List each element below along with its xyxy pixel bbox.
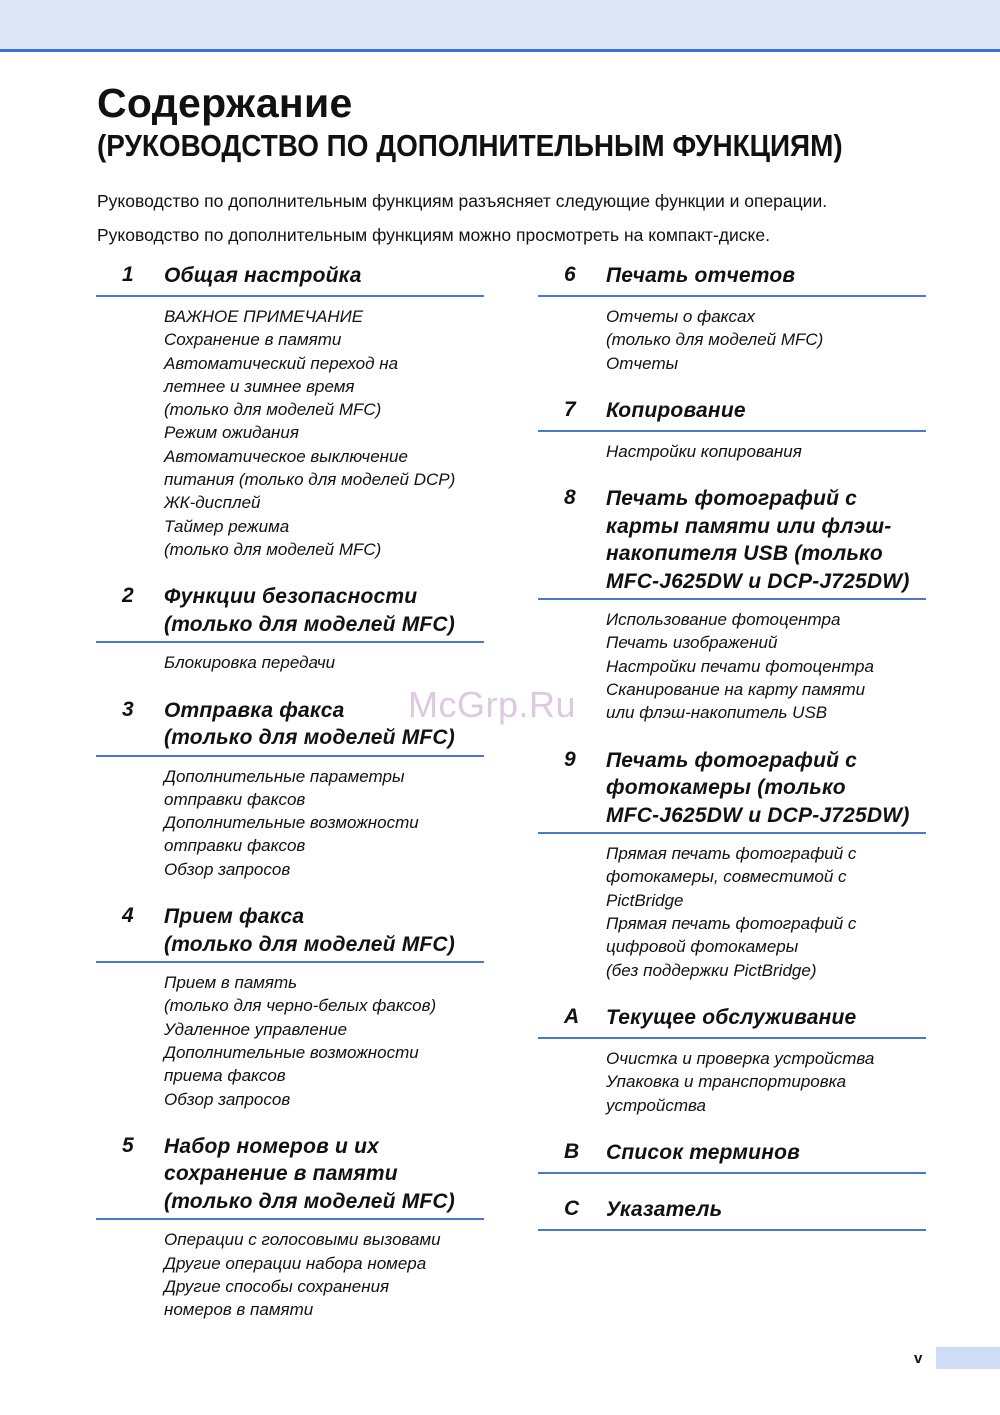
chapter-title[interactable]: Печать фотографий с фотокамеры (только MFC-J625DW и DCP-J725DW)	[606, 748, 910, 827]
toc-subitem[interactable]: Прямая печать фотографий с цифровой фотокамеры (без поддержки PictBridge)	[606, 914, 857, 980]
toc-subitem[interactable]: Обзор запросов	[164, 1089, 291, 1109]
toc-subitem[interactable]: Отчеты о факсах (только для моделей MFC)	[606, 307, 824, 350]
toc-subitem[interactable]: Блокировка передачи	[164, 653, 336, 673]
toc-subitem[interactable]: Прием в память (только для черно-белых факсов)	[164, 973, 437, 1016]
toc-subitem[interactable]: Отчеты	[606, 353, 679, 373]
chapter-title[interactable]: Печать фотографий с карты памяти или флэш- накопителя USB (только MFC-J625DW и DCP-J725DW)	[606, 487, 910, 593]
toc-subitem[interactable]: Операции с голосовыми вызовами	[164, 1230, 441, 1250]
toc-section	[538, 1139, 926, 1174]
toc-column-right	[538, 262, 926, 1253]
chapter-number: C	[564, 1196, 580, 1220]
intro-paragraph-2: Руководство по дополнительным функциям можно просмотреть на компакт-диске.	[97, 225, 770, 245]
chapter-title[interactable]: Указатель	[606, 1197, 723, 1221]
chapter-number: 3	[122, 697, 134, 721]
page-title: Содержание	[97, 80, 353, 126]
toc-subitems	[96, 643, 484, 674]
toc-subitem[interactable]: Прямая печать фотографий с фотокамеры, совместимой с PictBridge	[606, 844, 857, 910]
toc-section-header[interactable]	[96, 262, 484, 297]
page-number: v	[914, 1350, 923, 1367]
chapter-number: 1	[122, 263, 134, 286]
toc-section	[538, 747, 926, 982]
toc-section-header[interactable]	[538, 485, 926, 600]
toc-subitems	[538, 834, 926, 982]
chapter-title[interactable]: Текущее обслуживание	[606, 1005, 857, 1029]
toc-subitems	[96, 297, 484, 561]
toc-subitem[interactable]: Настройки копирования	[606, 441, 802, 461]
toc-subitem[interactable]: Другие способы сохранения номеров в памяти	[164, 1276, 390, 1320]
toc-section	[538, 1196, 926, 1231]
toc-section-header[interactable]	[96, 583, 484, 643]
toc-section-header[interactable]	[538, 1196, 926, 1231]
intro-paragraph-1: Руководство по дополнительным функциям разъясняет следующие функции и операции.	[97, 191, 828, 211]
toc-subitem[interactable]: Автоматическое выключение питания (только для моделей DCP)	[164, 446, 456, 490]
toc-subitem[interactable]: Печать изображений	[606, 633, 778, 653]
toc-subitem[interactable]: Обзор запросов	[164, 859, 291, 879]
chapter-number: 4	[122, 904, 134, 928]
toc-subitems	[538, 297, 926, 375]
toc-subitems	[538, 432, 926, 463]
page-tab	[936, 1347, 1000, 1369]
toc-section-header[interactable]	[538, 262, 926, 297]
toc-subitem[interactable]: Настройки печати фотоцентра	[606, 656, 874, 676]
toc-subitem[interactable]: Дополнительные возможности приема факсов	[164, 1042, 419, 1086]
toc-section	[96, 903, 484, 1111]
chapter-title[interactable]: Прием факса (только для моделей MFC)	[164, 905, 455, 956]
toc-subitem[interactable]: Очистка и проверка устройства	[606, 1048, 875, 1068]
toc-subitem[interactable]: Сохранение в памяти	[164, 330, 342, 350]
chapter-number: 2	[122, 584, 134, 608]
toc-section-header[interactable]	[538, 397, 926, 432]
toc-subitem[interactable]: Упаковка и транспортировка устройства	[606, 1072, 847, 1115]
header-band	[0, 0, 1000, 52]
toc-section-header[interactable]	[96, 903, 484, 963]
toc-section-header[interactable]	[538, 1139, 926, 1174]
toc-subitem[interactable]: ЖК-дисплей	[164, 493, 261, 513]
toc-subitem[interactable]: Сканирование на карту памяти или флэш-накопитель USB	[606, 680, 866, 723]
chapter-title[interactable]: Отправка факса (только для моделей MFC)	[164, 698, 455, 750]
toc-subitems	[538, 1039, 926, 1117]
chapter-number: 5	[122, 1133, 134, 1157]
toc-subitem[interactable]: Режим ожидания	[164, 423, 299, 443]
chapter-title[interactable]: Функции безопасности (только для моделей MFC)	[164, 585, 455, 636]
chapter-number: 6	[564, 263, 576, 286]
page-subtitle: (РУКОВОДСТВО ПО ДОПОЛНИТЕЛЬНЫМ ФУНКЦИЯМ)	[97, 128, 843, 163]
toc-column-left	[96, 262, 484, 1344]
toc-subitems	[96, 963, 484, 1111]
toc-section	[538, 485, 926, 724]
watermark: McGrp.Ru	[408, 684, 577, 725]
toc-section	[96, 262, 484, 561]
chapter-title[interactable]: Копирование	[606, 398, 746, 422]
chapter-title[interactable]: Печать отчетов	[606, 264, 796, 287]
chapter-title[interactable]: Список терминов	[606, 1140, 800, 1164]
chapter-number: 8	[564, 486, 576, 510]
toc-subitem[interactable]: Дополнительные параметры отправки факсов	[164, 766, 405, 809]
toc-subitem[interactable]: Использование фотоцентра	[606, 610, 841, 630]
toc-subitem[interactable]: Дополнительные возможности отправки факсов	[164, 813, 419, 856]
toc-section	[96, 1133, 484, 1322]
toc-section	[538, 397, 926, 463]
toc-subitem[interactable]: Автоматический переход на летнее и зимнее время (только для моделей MFC)	[164, 353, 399, 420]
chapter-number: 9	[564, 747, 576, 771]
toc-subitems	[96, 1220, 484, 1321]
toc-subitem[interactable]: Удаленное управление	[164, 1019, 348, 1039]
chapter-title[interactable]: Набор номеров и их сохранение в памяти (только для моделей MFC)	[164, 1134, 455, 1213]
toc-subitem[interactable]: Таймер режима (только для моделей MFC)	[164, 516, 382, 559]
chapter-number: 7	[564, 397, 576, 421]
toc-section	[538, 262, 926, 375]
toc-subitem[interactable]: Другие операции набора номера	[164, 1253, 427, 1273]
toc-subitems	[538, 600, 926, 724]
toc-subitems	[96, 757, 484, 881]
toc-section-header[interactable]	[96, 1133, 484, 1221]
toc-section	[96, 583, 484, 674]
chapter-number: B	[564, 1139, 580, 1163]
toc-section-header[interactable]	[538, 747, 926, 835]
chapter-title[interactable]: Общая настройка	[164, 264, 362, 287]
toc-section-header[interactable]	[538, 1004, 926, 1039]
toc-section	[538, 1004, 926, 1117]
chapter-number: A	[564, 1004, 580, 1028]
toc-subitem[interactable]: ВАЖНОЕ ПРИМЕЧАНИЕ	[164, 307, 364, 326]
